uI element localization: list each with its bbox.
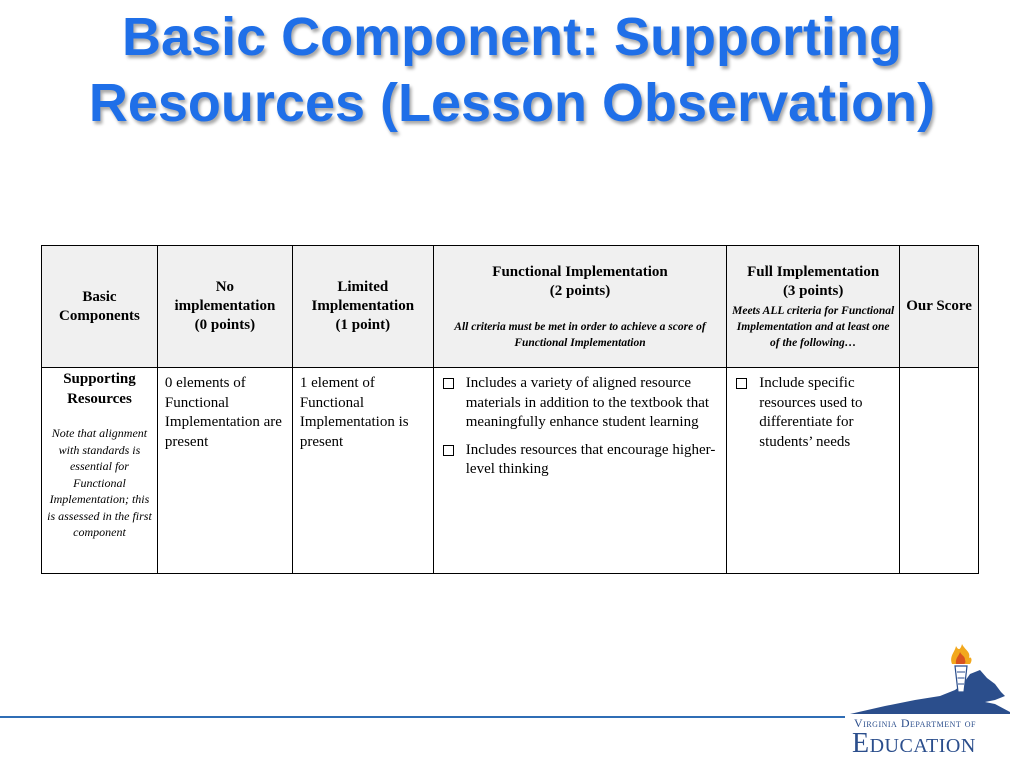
- checkbox-icon[interactable]: [443, 445, 454, 456]
- component-cell: [42, 368, 158, 574]
- criterion-text: Include specific resources used to differentiate for students’ needs: [759, 375, 863, 450]
- rubric-table: [41, 245, 979, 574]
- criterion-text: Includes resources that encourage higher-level thinking: [465, 441, 716, 477]
- criterion-text: Includes a variety of aligned resource materials in addition to the textbook that meaningfully enhance student learning: [465, 375, 710, 430]
- header-limited-line3: (1 point): [335, 317, 391, 333]
- logo-text-line2: Education: [852, 728, 976, 759]
- checkbox-icon[interactable]: [443, 378, 454, 389]
- header-no-impl-line1: No: [215, 279, 235, 295]
- header-full-points: (3 points): [782, 282, 844, 299]
- header-our-score: Our Score: [900, 246, 979, 368]
- header-limited-line2: Implementation: [311, 298, 415, 314]
- functional-implementation-cell: [433, 368, 727, 574]
- header-limited-implementation: [292, 246, 433, 368]
- slide-title: Basic Component: Supporting Resources (Lesson Observation): [88, 7, 936, 133]
- component-name: Supporting Resources: [63, 371, 136, 407]
- header-full-implementation: [727, 246, 900, 368]
- criterion-item: [441, 374, 720, 433]
- header-no-implementation: [157, 246, 292, 368]
- header-row: [42, 246, 979, 368]
- criterion-item: [734, 374, 892, 452]
- component-note: Note that alignment with standards is essential for Functional Implementation; this is assessed in the first component: [47, 426, 152, 539]
- header-no-impl-line3: (0 points): [194, 317, 256, 333]
- header-basic-components: Basic Components: [42, 246, 158, 368]
- header-no-impl-line2: implementation: [174, 298, 276, 314]
- criterion-item: [441, 441, 720, 480]
- header-functional-title: Functional Implementation: [492, 263, 668, 280]
- header-full-note: Meets ALL criteria for Functional Implementation and at least one of the following…: [732, 304, 895, 349]
- no-implementation-cell: 0 elements of Functional Implementation are present: [157, 368, 292, 574]
- table-row: [42, 368, 979, 574]
- checkbox-icon[interactable]: [736, 378, 747, 389]
- header-limited-line1: Limited: [337, 279, 389, 295]
- header-functional-implementation: [433, 246, 727, 368]
- header-full-title: Full Implementation: [747, 263, 880, 280]
- full-implementation-cell: [727, 368, 900, 574]
- header-functional-points: (2 points): [549, 282, 611, 299]
- limited-implementation-cell: 1 element of Functional Implementation is present: [292, 368, 433, 574]
- header-functional-note: All criteria must be met in order to achieve a score of Functional Implementation: [454, 320, 706, 349]
- our-score-cell[interactable]: [900, 368, 979, 574]
- logo-text-line1: Virginia Department of: [854, 716, 977, 730]
- footer-divider: [0, 716, 845, 718]
